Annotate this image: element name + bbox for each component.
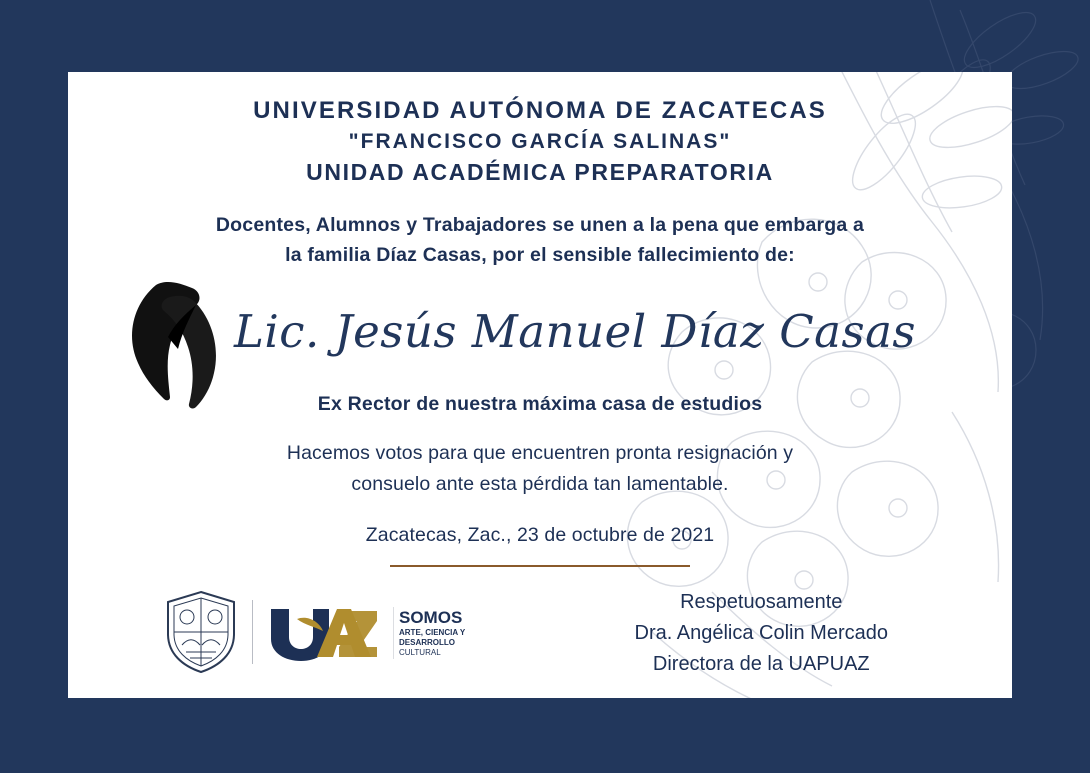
svg-text:DESARROLLO: DESARROLLO bbox=[399, 638, 455, 647]
uaz-shield-icon bbox=[164, 590, 238, 674]
deceased-name: Lic. Jesús Manuel Díaz Casas bbox=[233, 304, 916, 358]
somos-uaz-logo bbox=[393, 601, 491, 663]
intro-line-2: la familia Díaz Casas, por el sensible fallecimiento de: bbox=[285, 244, 795, 267]
signature-closing: Respetuosamente bbox=[680, 591, 843, 613]
deceased-name-row bbox=[68, 293, 1012, 389]
announcement-card bbox=[68, 72, 1012, 698]
university-subtitle: "FRANCISCO GARCÍA SALINAS" bbox=[348, 130, 732, 153]
logo-group bbox=[164, 590, 491, 680]
signature-name: Dra. Angélica Colin Mercado bbox=[634, 622, 888, 644]
card-footer bbox=[68, 587, 1012, 680]
place-and-date: Zacatecas, Zac., 23 de octubre de 2021 bbox=[365, 524, 715, 546]
intro-text bbox=[68, 210, 1012, 270]
intro-line-1: Docentes, Alumnos y Trabajadores se unen a la pena que embarga a bbox=[215, 214, 865, 237]
svg-text:SOMOS: SOMOS bbox=[399, 608, 463, 627]
message-line-1: Hacemos votos para que encuentren pronta resignación y bbox=[286, 441, 794, 464]
signature-block bbox=[635, 587, 974, 680]
svg-text:ARTE, CIENCIA Y: ARTE, CIENCIA Y bbox=[399, 628, 466, 637]
signature-title: Directora de la UAPUAZ bbox=[652, 653, 870, 675]
divider bbox=[390, 565, 690, 567]
mourning-ribbon-icon bbox=[116, 279, 236, 409]
condolence-message bbox=[68, 438, 1012, 500]
message-line-2: consuelo ante esta pérdida tan lamentable. bbox=[351, 472, 729, 495]
uaz-wordmark-logo bbox=[267, 601, 379, 663]
university-name: UNIVERSIDAD AUTÓNOMA DE ZACATECAS bbox=[253, 97, 827, 124]
deceased-role: Ex Rector de nuestra máxima casa de estudios bbox=[317, 392, 763, 415]
svg-text:CULTURAL: CULTURAL bbox=[399, 648, 441, 657]
card-content bbox=[68, 72, 1012, 567]
academic-unit: UNIDAD ACADÉMICA PREPARATORIA bbox=[306, 159, 774, 186]
logo-separator bbox=[252, 600, 253, 664]
